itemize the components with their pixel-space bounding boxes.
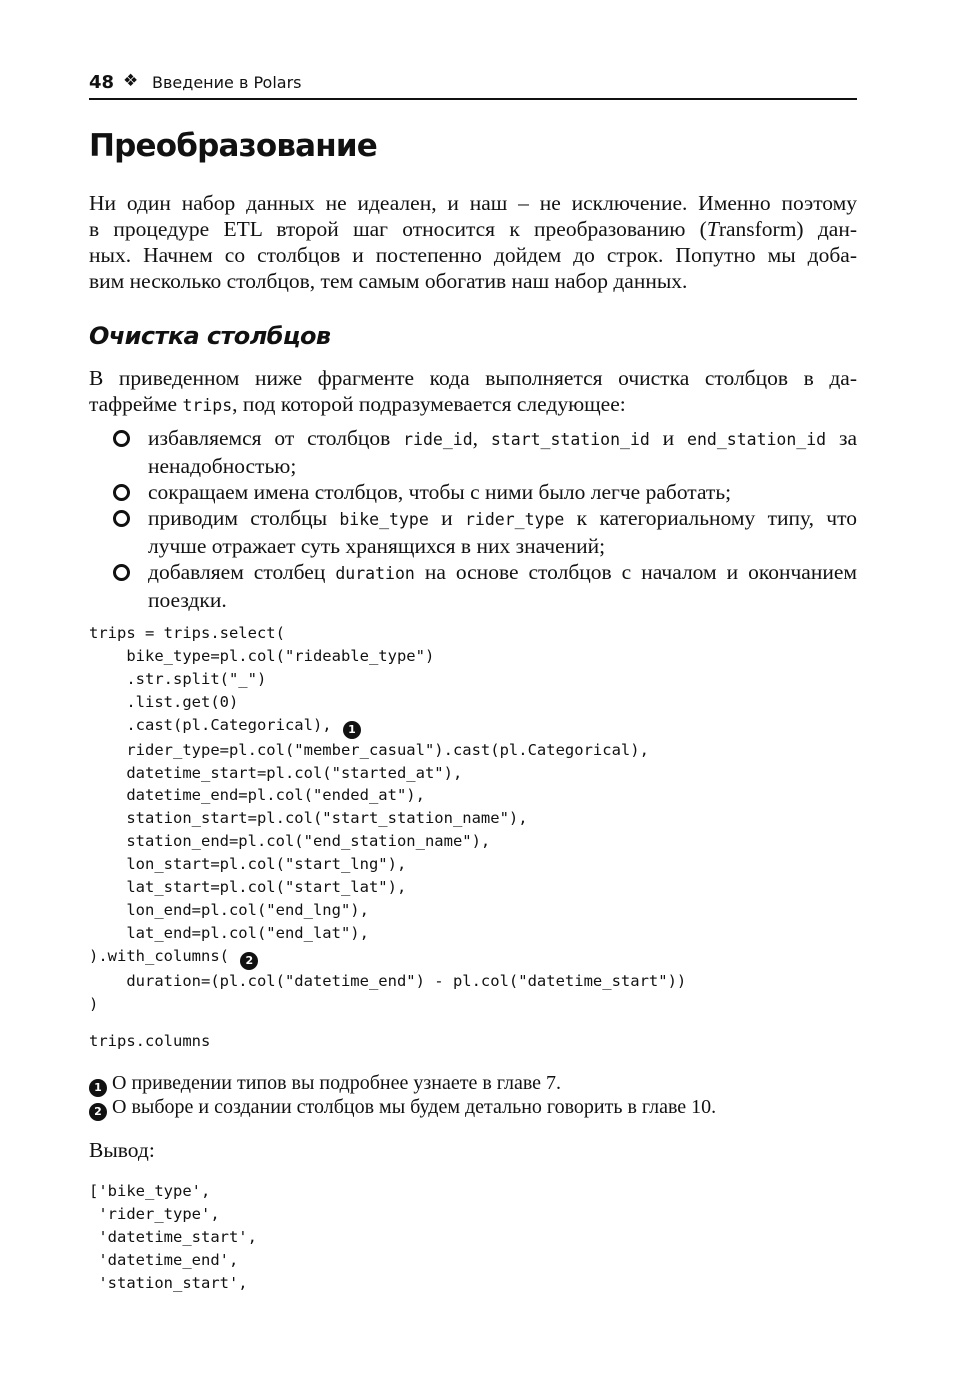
code-block: [89, 622, 686, 1016]
lead-line: В приведенном ниже фрагменте кода выполняется очистка столбцов в да-: [89, 366, 857, 390]
code-line: datetime_end=pl.col("ended_at"),: [89, 786, 425, 805]
bullet-list: [113, 425, 857, 613]
code-line: bike_type=pl.col("rideable_type"): [89, 646, 435, 665]
bullet-circle-icon: [113, 564, 130, 581]
bullet-circle-icon: [113, 510, 130, 527]
code-line: ['bike_type',: [89, 1182, 211, 1200]
intro-line: вим несколько столбцов, тем самым обогатив наш набор данных.: [89, 269, 688, 293]
code-columns: trips.columns: [89, 1032, 211, 1050]
list-item: приводим столбцы bike_type и rider_type к категориальному типу, что лучше отражает суть хранящихся в них значений;: [113, 505, 857, 559]
lead-line: тафрейме trips, под которой подразумевается следующее:: [89, 392, 626, 416]
code-line: lat_start=pl.col("start_lat"),: [89, 878, 407, 897]
list-item: добавляем столбец duration на основе столбцов с началом и окончанием поездки.: [113, 559, 857, 613]
code-line: 'datetime_start',: [89, 1227, 257, 1246]
code-line: 'datetime_end',: [89, 1250, 239, 1269]
footnote-1: 1 О приведении типов вы подробнее узнаете в главе 7.: [89, 1071, 857, 1097]
list-item: избавляемся от столбцов ride_id, start_station_id и end_station_id за ненадобностью;: [113, 425, 857, 479]
callout-1-icon: 1: [89, 1079, 107, 1097]
output-block: [89, 1180, 257, 1295]
code-line: trips = trips.select(: [89, 624, 285, 642]
intro-line: в процедуре ETL второй шаг относится к преобразованию (Transform) дан-: [89, 217, 858, 241]
code-line: station_start=pl.col("start_station_name"),: [89, 809, 528, 828]
code-line: .str.split("_"): [89, 669, 267, 688]
section-title: Преобразование: [89, 128, 378, 164]
code-line: lon_end=pl.col("end_lng"),: [89, 900, 369, 919]
running-header: [89, 70, 857, 100]
callout-2-icon: 2: [89, 1103, 107, 1121]
lead-paragraph: [89, 365, 857, 419]
subsection-title: Очистка столбцов: [89, 322, 331, 350]
code-line: 'rider_type',: [89, 1204, 220, 1223]
chapter-title: Введение в Polars: [152, 73, 302, 92]
code-line: lat_end=pl.col("end_lat"),: [89, 923, 369, 942]
list-item: сокращаем имена столбцов, чтобы с ними было легче работать;: [113, 479, 857, 505]
callout-1-icon: 1: [343, 721, 361, 739]
code-line: datetime_start=pl.col("started_at"),: [89, 763, 463, 782]
code-line: lon_start=pl.col("start_lng"),: [89, 855, 407, 874]
intro-line: ных. Начнем со столбцов и постепенно дойдем до строк. Попутно мы доба-: [89, 243, 857, 267]
code-line: ): [89, 994, 99, 1013]
ornament-icon: ❖: [123, 71, 139, 91]
code-line: .cast(pl.Categorical), 1: [89, 714, 686, 739]
intro-line: Ни один набор данных не идеален, и наш – не исключение. Именно поэтому: [89, 191, 857, 215]
code-line: 'station_start',: [89, 1273, 248, 1292]
callout-2-icon: 2: [240, 952, 258, 970]
code-line: ).with_columns( 2: [89, 945, 686, 970]
code-line: .list.get(0): [89, 692, 239, 711]
footnote-2: 2 О выборе и создании столбцов мы будем детально говорить в главе 10.: [89, 1095, 857, 1121]
bullet-circle-icon: [113, 430, 130, 447]
page-number: 48: [89, 72, 115, 93]
code-line: rider_type=pl.col("member_casual").cast(pl.Categorical),: [89, 740, 649, 759]
output-label: Вывод:: [89, 1138, 155, 1162]
code-line: station_end=pl.col("end_station_name"),: [89, 832, 491, 851]
bullet-circle-icon: [113, 484, 130, 501]
intro-paragraph: [89, 190, 857, 294]
code-line: duration=(pl.col("datetime_end") - pl.col("datetime_start")): [89, 971, 687, 990]
